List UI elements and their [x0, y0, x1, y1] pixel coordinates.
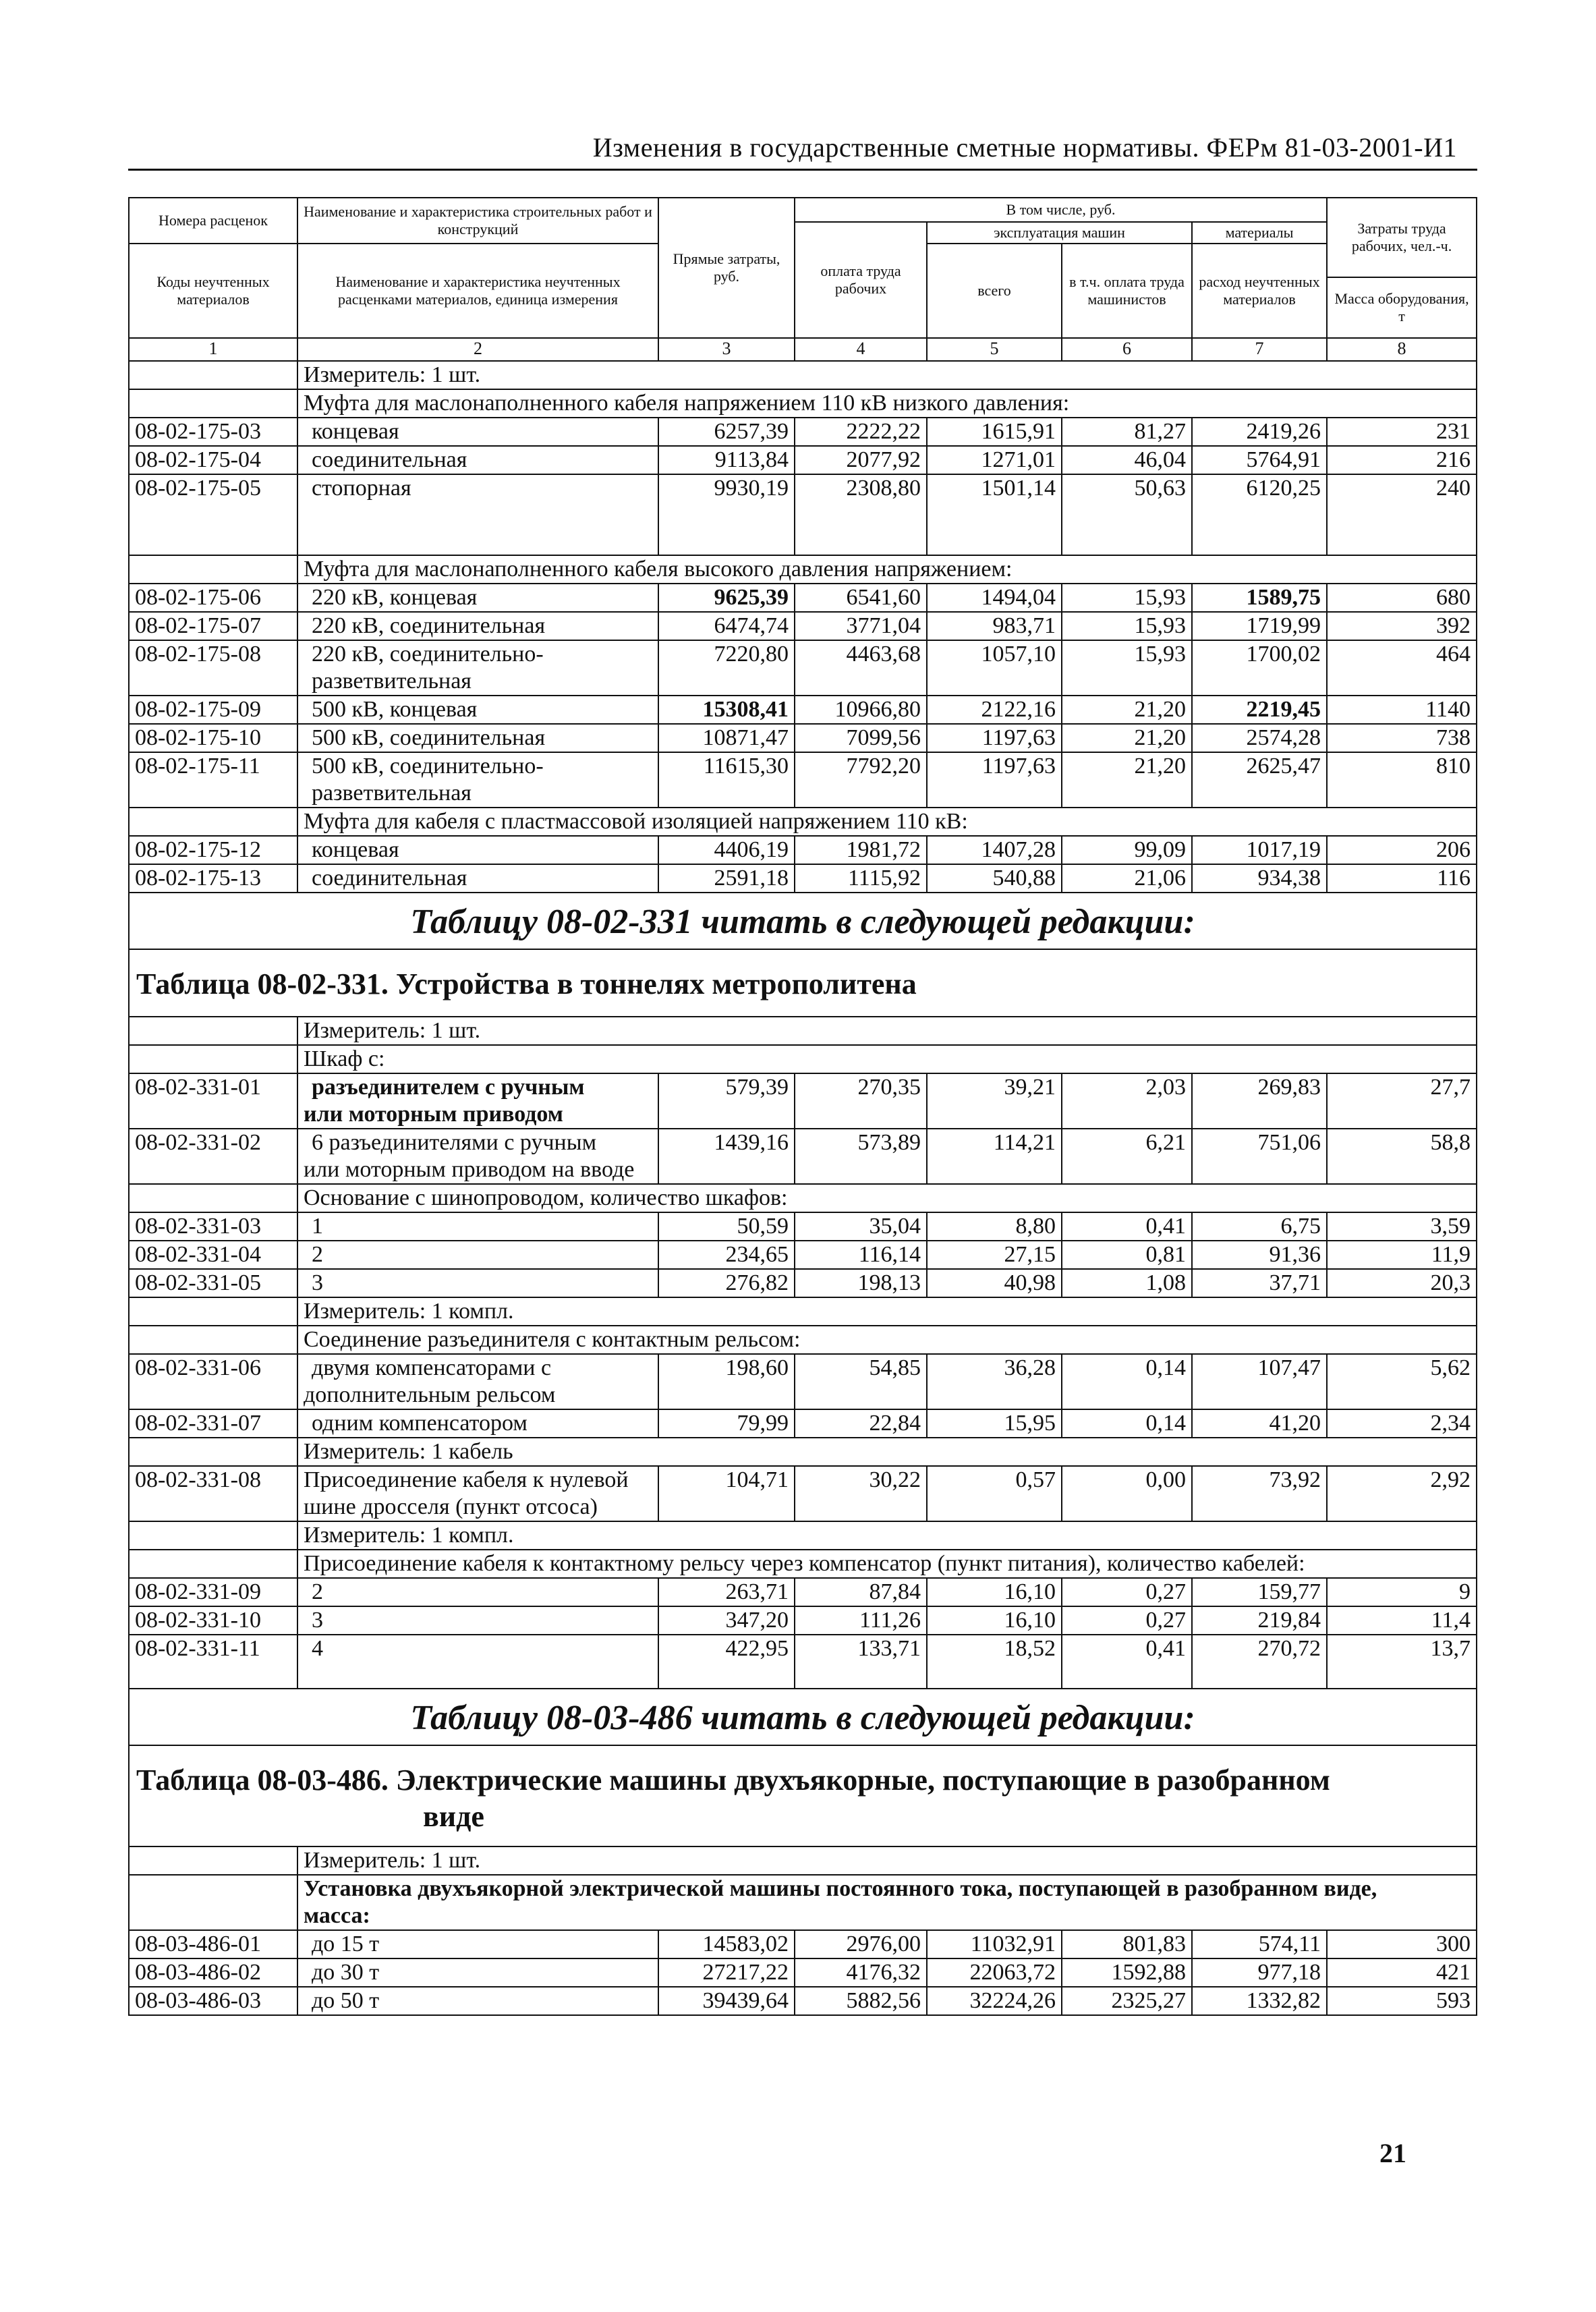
table-title-row	[129, 1745, 1477, 1846]
unit-label: Измеритель: 1 шт.	[297, 1017, 1477, 1045]
col-number: 4	[795, 338, 927, 361]
hdr-work-name: Наименование и характеристика строительных работ и конструкций	[297, 198, 658, 244]
unit-row	[129, 1017, 1477, 1045]
col-number: 8	[1327, 338, 1477, 361]
unit-label: Измеритель: 1 компл.	[297, 1297, 1477, 1326]
table-row: 08-02-175-09 500 кВ, концевая 15308,41 10966,80 2122,16 21,20 2219,45 1140	[129, 696, 1477, 724]
table-row: 08-02-175-13 соединительная 2591,18 1115,92 540,88 21,06 934,38 116	[129, 864, 1477, 893]
banner-row	[129, 1689, 1477, 1745]
hdr-labor-costs: Затраты труда рабочих, чел.-ч.	[1327, 198, 1477, 277]
col-number: 1	[129, 338, 297, 361]
table-row: 08-02-331-04 2 234,65 116,14 27,15 0,81 91,36 11,9	[129, 1241, 1477, 1269]
section-title: Муфта для маслонаполненного кабеля напряжением 110 кВ низкого давления:	[297, 389, 1477, 418]
section-title: Соединение разъединителя с контактным рельсом:	[297, 1326, 1477, 1354]
hdr-col2-bottom: Наименование и характеристика неучтенных расценками материалов, единица измерения	[297, 244, 658, 338]
section-title: Муфта для маслонаполненного кабеля высокого давления напряжением:	[297, 555, 1477, 584]
unit-row	[129, 1521, 1477, 1550]
banner-row	[129, 893, 1477, 949]
hdr-direct-costs: Прямые затраты, руб.	[658, 198, 795, 338]
unit-row	[129, 1297, 1477, 1326]
section-title: Основание с шинопроводом, количество шкафов:	[297, 1184, 1477, 1212]
col-number: 5	[927, 338, 1062, 361]
unit-row	[129, 1438, 1477, 1466]
running-header-text: Изменения в государственные сметные нормативы. ФЕРм 81-03-2001-И1	[592, 132, 1457, 163]
table-row: 08-02-331-05 3 276,82 198,13 40,98 1,08 37,71 20,3	[129, 1269, 1477, 1297]
col-number: 2	[297, 338, 658, 361]
section-row	[129, 808, 1477, 836]
section-row	[129, 1045, 1477, 1073]
table-title: Таблица 08-03-486. Электрические машины двухъякорные, поступающие в разобранном виде	[129, 1745, 1477, 1846]
table-row: 08-02-331-03 1 50,59 35,04 8,80 0,41 6,75 3,59	[129, 1212, 1477, 1241]
table-row: 08-02-331-02 6 разъединителями с ручным или моторным приводом на вводе 1439,16 573,89 114,21 6,21 751,06 58,8	[129, 1129, 1477, 1184]
section-row	[129, 1326, 1477, 1354]
section-title: Присоединение кабеля к контактному рельсу через компенсатор (пункт питания), количество кабелей:	[297, 1550, 1477, 1578]
section-title: Шкаф с:	[297, 1045, 1477, 1073]
table-row: 08-02-331-09 2 263,71 87,84 16,10 0,27 159,77 9	[129, 1578, 1477, 1606]
rates-table	[128, 197, 1477, 2016]
section-title: Муфта для кабеля с пластмассовой изоляцией напряжением 110 кВ:	[297, 808, 1477, 836]
hdr-equipment-mass: Масса оборудования, т	[1327, 277, 1477, 338]
header-row-1	[129, 198, 1477, 222]
hdr-machine-total: всего	[927, 244, 1062, 338]
table-row: 08-02-175-03 концевая 6257,39 2222,22 1615,91 81,27 2419,26 231	[129, 418, 1477, 446]
table-row: 08-02-175-10 500 кВ, соединительная 10871,47 7099,56 1197,63 21,20 2574,28 738	[129, 724, 1477, 752]
unit-label: Измеритель: 1 шт.	[297, 1846, 1477, 1875]
section-row	[129, 1550, 1477, 1578]
col-number: 6	[1062, 338, 1192, 361]
section-row	[129, 555, 1477, 584]
table-title: Таблица 08-02-331. Устройства в тоннелях метрополитена	[129, 949, 1477, 1017]
table-row: 08-02-331-08 Присоединение кабеля к нулевой шине дросселя (пункт отсоса) 104,71 30,22 0,57 0,00 73,92 2,92	[129, 1466, 1477, 1521]
table-title-row	[129, 949, 1477, 1017]
table-row: 08-02-175-06 220 кВ, концевая 9625,39 6541,60 1494,04 15,93 1589,75 680	[129, 584, 1477, 612]
section-row	[129, 389, 1477, 418]
table-row: 08-02-175-04 соединительная 9113,84 2077,92 1271,01 46,04 5764,91 216	[129, 446, 1477, 474]
section-row	[129, 1184, 1477, 1212]
unit-label: Измеритель: 1 шт.	[297, 361, 1477, 389]
hdr-including: В том числе, руб.	[795, 198, 1327, 222]
hdr-machine-wages: в т.ч. оплата труда машинистов	[1062, 244, 1192, 338]
column-numbers-row	[129, 338, 1477, 361]
table-row: 08-02-331-11 4 422,95 133,71 18,52 0,41 270,72 13,7	[129, 1635, 1477, 1689]
col-number: 3	[658, 338, 795, 361]
table-row: 08-02-175-07 220 кВ, соединительная 6474,74 3771,04 983,71 15,93 1719,99 392	[129, 612, 1477, 640]
table-row: 08-03-486-03 до 50 т 39439,64 5882,56 32224,26 2325,27 1332,82 593	[129, 1987, 1477, 2015]
hdr-materials: материалы	[1192, 222, 1327, 244]
table-row: 08-02-175-08 220 кВ, соединительно-разветвительная 7220,80 4463,68 1057,10 15,93 1700,02 464	[129, 640, 1477, 696]
table-row: 08-02-175-12 концевая 4406,19 1981,72 1407,28 99,09 1017,19 206	[129, 836, 1477, 864]
table-row: 08-02-175-05 стопорная 9930,19 2308,80 1501,14 50,63 6120,25 240	[129, 474, 1477, 555]
hdr-col1-bottom: Коды неучтенных материалов	[129, 244, 297, 338]
section-title: Установка двухъякорной электрической машины постоянного тока, поступающей в разобранном виде, масса:	[297, 1875, 1477, 1930]
banner-text: Таблицу 08-03-486 читать в следующей редакции:	[129, 1689, 1477, 1745]
hdr-labor-wages: оплата труда рабочих	[795, 222, 927, 338]
unit-label: Измеритель: 1 компл.	[297, 1521, 1477, 1550]
section-row	[129, 1875, 1477, 1930]
table-row: 08-03-486-01 до 15 т 14583,02 2976,00 11032,91 801,83 574,11 300	[129, 1930, 1477, 1958]
table-row: 08-03-486-02 до 30 т 27217,22 4176,32 22063,72 1592,88 977,18 421	[129, 1958, 1477, 1987]
unit-row	[129, 1846, 1477, 1875]
table-row: 08-02-331-06 двумя компенсаторами с дополнительным рельсом 198,60 54,85 36,28 0,14 107,47 5,62	[129, 1354, 1477, 1409]
hdr-machine-operation: эксплуатация машин	[927, 222, 1192, 244]
table-row: 08-02-331-01 разъединителем с ручным или моторным приводом 579,39 270,35 39,21 2,03 269,83 27,7	[129, 1073, 1477, 1129]
table-row: 08-02-175-11 500 кВ, соединительно-разветвительная 11615,30 7792,20 1197,63 21,20 2625,47 810	[129, 752, 1477, 808]
table-row: 08-02-331-07 одним компенсатором 79,99 22,84 15,95 0,14 41,20 2,34	[129, 1409, 1477, 1438]
page-number: 21	[1379, 2138, 1406, 2168]
table-row: 08-02-331-10 3 347,20 111,26 16,10 0,27 219,84 11,4	[129, 1606, 1477, 1635]
hdr-rate-numbers: Номера расценок	[129, 198, 297, 244]
running-header	[128, 128, 1477, 171]
col-number: 7	[1192, 338, 1327, 361]
banner-text: Таблицу 08-02-331 читать в следующей редакции:	[129, 893, 1477, 949]
unit-row	[129, 361, 1477, 389]
hdr-materials-expense: расход неучтенных материалов	[1192, 244, 1327, 338]
unit-label: Измеритель: 1 кабель	[297, 1438, 1477, 1466]
